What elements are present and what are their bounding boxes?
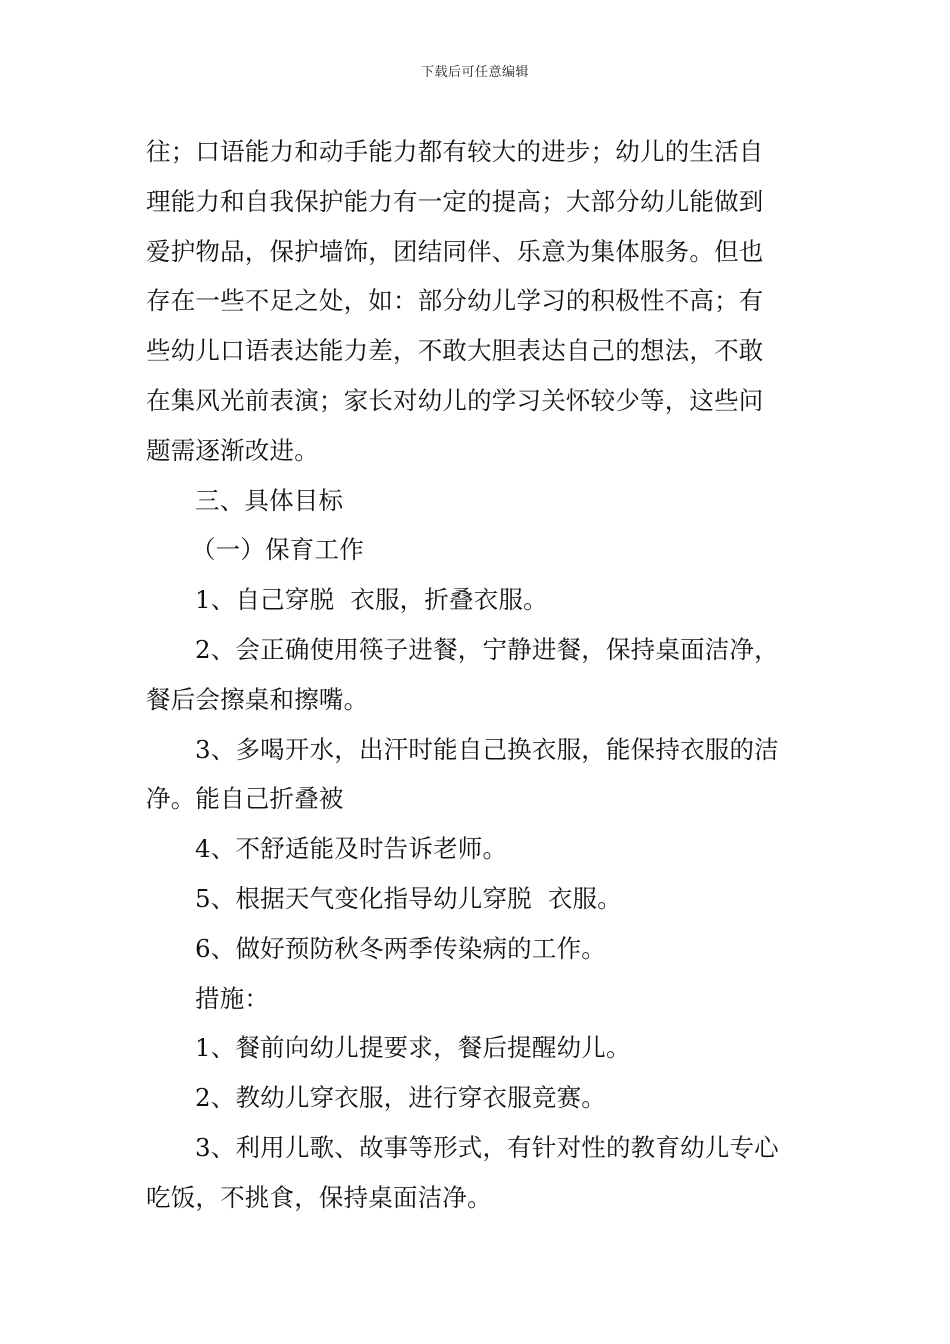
text-line: 题需逐渐改进。 [146, 435, 319, 465]
text-line: 往；口语能力和动手能力都有较大的进步；幼儿的生活自 [146, 137, 764, 166]
text-line: 理能力和自我保护能力有一定的提高；大部分幼儿能做到 [146, 186, 764, 216]
text-line: 净。能自己折叠被 [146, 784, 344, 814]
text-line: 在集风光前表演；家长对幼儿的学习关怀较少等，这些问 [146, 385, 764, 415]
list-item: 3、利用儿歌、故事等形式，有针对性的教育幼儿专心 [195, 1132, 779, 1162]
list-item: 3、多喝开水，出汗时能自己换衣服，能保持衣服的洁 [195, 734, 779, 764]
list-item: 2、会正确使用筷子进餐，宁静进餐，保持桌面洁净， [195, 634, 779, 664]
list-item: 2、教幼儿穿衣服，进行穿衣服竞赛。 [195, 1083, 606, 1113]
text-line: 吃饭，不挑食，保持桌面洁净。 [146, 1182, 492, 1212]
list-item: 6、做好预防秋冬两季传染病的工作。 [195, 933, 606, 963]
document-body [146, 127, 808, 1223]
text-line: 存在一些不足之处，如：部分幼儿学习的积极性不高；有 [146, 286, 764, 316]
page-header: 下载后可任意编辑 [420, 65, 529, 80]
list-item: 5、根据天气变化指导幼儿穿脱 衣服。 [195, 883, 622, 913]
list-item: 1、餐前向幼儿提要求，餐后提醒幼儿。 [195, 1033, 631, 1063]
subsection-heading: （一）保育工作 [191, 535, 364, 565]
section-heading: 三、具体目标 [195, 485, 344, 515]
text-line: 爱护物品，保护墙饰，团结同伴、乐意为集体服务。但也 [146, 236, 764, 266]
list-item: 4、不舒适能及时告诉老师。 [195, 834, 508, 864]
measures-heading: 措施： [195, 983, 270, 1013]
text-line: 些幼儿口语表达能力差，不敢大胆表达自己的想法，不敢 [146, 336, 764, 366]
list-item: 1、自己穿脱 衣服，折叠衣服。 [195, 585, 548, 615]
text-line: 餐后会擦桌和擦嘴。 [146, 684, 369, 714]
